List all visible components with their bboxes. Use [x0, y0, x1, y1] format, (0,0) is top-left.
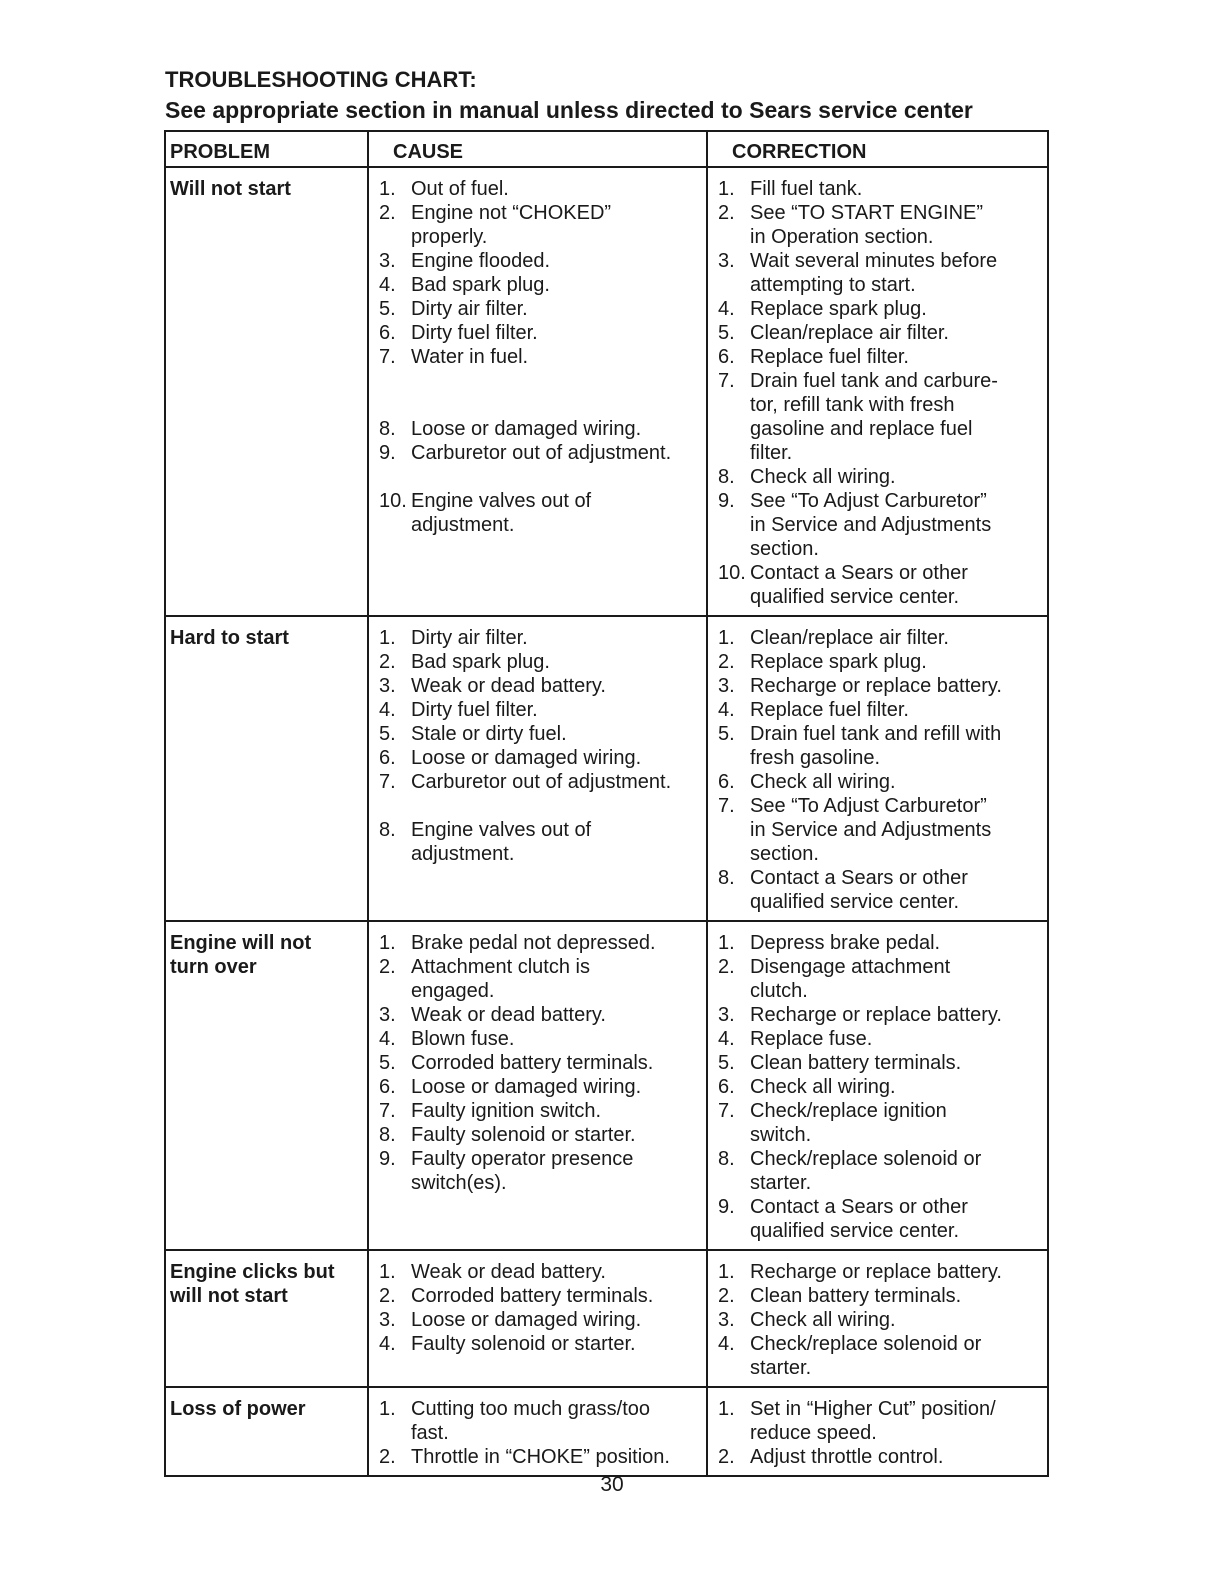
- correction-item-text: Fill fuel tank.: [750, 178, 863, 200]
- correction-cell: [708, 617, 1047, 920]
- cause-item: [379, 1308, 704, 1332]
- correction-item-text: Adjust throttle control.: [750, 1446, 944, 1468]
- correction-item-number: 6.: [718, 1076, 735, 1098]
- table-header-row: [166, 132, 1047, 166]
- correction-item-text: Contact a Sears or other qualified service center.: [750, 867, 968, 913]
- cause-item: [379, 1445, 704, 1469]
- problem-cell: [166, 617, 369, 920]
- correction-item-text: Replace spark plug.: [750, 651, 927, 673]
- header-cause: CAUSE: [369, 132, 708, 166]
- correction-item-number: 9.: [718, 490, 735, 512]
- correction-item: [718, 674, 1045, 698]
- cause-item-number: 4.: [379, 1028, 396, 1050]
- correction-item: [718, 1445, 1045, 1469]
- correction-item-text: Drain fuel tank and carbure- tor, refill tank with fresh gasoline and replace fuel filter.: [750, 370, 998, 464]
- correction-item-number: 4.: [718, 699, 735, 721]
- cause-item-number: 5.: [379, 723, 396, 745]
- cause-item: [379, 626, 704, 650]
- cause-item: [379, 770, 704, 818]
- correction-item-text: Recharge or replace battery.: [750, 1004, 1002, 1026]
- cause-cell: [369, 922, 708, 1249]
- cause-item: [379, 1123, 704, 1147]
- cause-item-text: Weak or dead battery.: [411, 1261, 606, 1283]
- cause-item-number: 10.: [379, 490, 407, 512]
- correction-item-text: Clean/replace air filter.: [750, 322, 949, 344]
- correction-item: [718, 698, 1045, 722]
- cause-item-text: Throttle in “CHOKE” position.: [411, 1446, 670, 1468]
- cause-item-text: Attachment clutch is engaged.: [411, 956, 590, 1002]
- cause-item: [379, 722, 704, 746]
- cause-item: [379, 674, 704, 698]
- cause-item-text: Carburetor out of adjustment.: [411, 442, 672, 464]
- cause-item-text: Bad spark plug.: [411, 651, 550, 673]
- correction-item-number: 7.: [718, 1100, 735, 1122]
- correction-item-number: 1.: [718, 1261, 735, 1283]
- correction-item: [718, 770, 1045, 794]
- correction-item-text: Clean battery terminals.: [750, 1285, 962, 1307]
- cause-item: [379, 321, 704, 345]
- correction-cell: [708, 168, 1047, 615]
- correction-item-text: Clean/replace air filter.: [750, 627, 949, 649]
- correction-item-number: 4.: [718, 1028, 735, 1050]
- cause-item-text: Faulty solenoid or starter.: [411, 1333, 636, 1355]
- correction-item: [718, 1003, 1045, 1027]
- cause-item-text: Engine not “CHOKED” properly.: [411, 202, 612, 248]
- correction-item-number: 3.: [718, 1309, 735, 1331]
- page-number: 30: [600, 1473, 624, 1496]
- cause-item-text: Corroded battery terminals.: [411, 1285, 654, 1307]
- cause-item-number: 1.: [379, 178, 396, 200]
- table-row: [166, 615, 1047, 920]
- correction-item-number: 5.: [718, 1052, 735, 1074]
- cause-item-number: 7.: [379, 771, 396, 793]
- correction-item-text: Replace fuel filter.: [750, 346, 909, 368]
- correction-item-text: Replace spark plug.: [750, 298, 927, 320]
- correction-item-number: 3.: [718, 1004, 735, 1026]
- correction-item: [718, 1332, 1045, 1380]
- correction-item-number: 3.: [718, 250, 735, 272]
- troubleshooting-table: [164, 130, 1049, 1477]
- cause-item: [379, 489, 704, 537]
- cause-item-number: 2.: [379, 202, 396, 224]
- cause-item-number: 4.: [379, 1333, 396, 1355]
- correction-item: [718, 345, 1045, 369]
- correction-item-number: 8.: [718, 1148, 735, 1170]
- table-body: [166, 166, 1047, 1475]
- table-row: [166, 920, 1047, 1249]
- cause-item-number: 9.: [379, 1148, 396, 1170]
- cause-item-text: Engine valves out of adjustment.: [411, 490, 592, 536]
- correction-item-number: 4.: [718, 1333, 735, 1355]
- page-subtitle: See appropriate section in manual unless directed to Sears service center: [165, 97, 973, 123]
- correction-cell: [708, 922, 1047, 1249]
- correction-item: [718, 489, 1045, 561]
- cause-item: [379, 650, 704, 674]
- problem-label: Will not start: [170, 178, 291, 200]
- correction-item: [718, 1195, 1045, 1243]
- cause-item-number: 4.: [379, 274, 396, 296]
- correction-item: [718, 1099, 1045, 1147]
- correction-item-text: Check/replace ignition switch.: [750, 1100, 947, 1146]
- cause-item-text: Faulty ignition switch.: [411, 1100, 602, 1122]
- correction-item-number: 9.: [718, 1196, 735, 1218]
- correction-item: [718, 297, 1045, 321]
- cause-item-number: 4.: [379, 699, 396, 721]
- cause-item-text: Carburetor out of adjustment.: [411, 771, 672, 793]
- cause-item-text: Faulty operator presence switch(es).: [411, 1148, 634, 1194]
- cause-item-number: 1.: [379, 627, 396, 649]
- cause-item-text: Dirty air filter.: [411, 298, 528, 320]
- correction-item-number: 1.: [718, 627, 735, 649]
- cause-item-number: 2.: [379, 1285, 396, 1307]
- correction-item-text: Check/replace solenoid or starter.: [750, 1333, 982, 1379]
- correction-item-text: Recharge or replace battery.: [750, 1261, 1002, 1283]
- cause-cell: [369, 1388, 708, 1475]
- cause-item: [379, 1099, 704, 1123]
- cause-item: [379, 1260, 704, 1284]
- correction-item-number: 2.: [718, 1446, 735, 1468]
- correction-item-number: 7.: [718, 795, 735, 817]
- correction-item-number: 6.: [718, 346, 735, 368]
- correction-item: [718, 369, 1045, 465]
- cause-item: [379, 1051, 704, 1075]
- cause-cell: [369, 1251, 708, 1386]
- cause-item-number: 3.: [379, 675, 396, 697]
- correction-item-text: Wait several minutes before attempting to start.: [750, 250, 998, 296]
- correction-item: [718, 1308, 1045, 1332]
- cause-item-text: Loose or damaged wiring.: [411, 1076, 642, 1098]
- correction-item-text: Clean battery terminals.: [750, 1052, 962, 1074]
- correction-item-number: 10.: [718, 562, 746, 584]
- correction-item-number: 6.: [718, 771, 735, 793]
- cause-item: [379, 345, 704, 417]
- cause-item-text: Brake pedal not depressed.: [411, 932, 656, 954]
- cause-item-text: Faulty solenoid or starter.: [411, 1124, 636, 1146]
- correction-item: [718, 722, 1045, 770]
- cause-item-number: 6.: [379, 747, 396, 769]
- cause-item-number: 3.: [379, 1004, 396, 1026]
- cause-item-text: Loose or damaged wiring.: [411, 747, 642, 769]
- cause-item-number: 1.: [379, 1261, 396, 1283]
- problem-label: Engine will not turn over: [170, 932, 312, 978]
- cause-item-number: 8.: [379, 1124, 396, 1146]
- header-correction: CORRECTION: [732, 141, 867, 163]
- correction-item-number: 1.: [718, 932, 735, 954]
- cause-item-number: 1.: [379, 932, 396, 954]
- correction-item-number: 8.: [718, 466, 735, 488]
- correction-item-text: Contact a Sears or other qualified service center.: [750, 1196, 968, 1242]
- correction-item-number: 7.: [718, 370, 735, 392]
- cause-item-number: 9.: [379, 442, 396, 464]
- cause-item: [379, 1332, 704, 1356]
- cause-item: [379, 1397, 704, 1445]
- cause-item-number: 8.: [379, 819, 396, 841]
- correction-item-number: 3.: [718, 675, 735, 697]
- cause-item-number: 2.: [379, 651, 396, 673]
- cause-item-number: 5.: [379, 298, 396, 320]
- correction-item-number: 5.: [718, 322, 735, 344]
- correction-item-text: Check all wiring.: [750, 771, 896, 793]
- cause-item-text: Weak or dead battery.: [411, 1004, 606, 1026]
- cause-item-text: Dirty air filter.: [411, 627, 528, 649]
- correction-item: [718, 1051, 1045, 1075]
- correction-item-text: See “To Adjust Carburetor” in Service and Adjustments section.: [750, 490, 992, 560]
- correction-item: [718, 249, 1045, 297]
- correction-item: [718, 561, 1045, 609]
- correction-item: [718, 1147, 1045, 1195]
- cause-item: [379, 931, 704, 955]
- cause-item: [379, 177, 704, 201]
- correction-item-text: Check all wiring.: [750, 1309, 896, 1331]
- cause-item-number: 7.: [379, 346, 396, 368]
- correction-item-number: 1.: [718, 178, 735, 200]
- correction-item: [718, 866, 1045, 914]
- cause-item-text: Cutting too much grass/too fast.: [411, 1398, 651, 1444]
- cause-item-text: Engine flooded.: [411, 250, 551, 272]
- cause-item: [379, 249, 704, 273]
- cause-item-text: Loose or damaged wiring.: [411, 1309, 642, 1331]
- correction-item-text: Set in “Higher Cut” position/ reduce speed.: [750, 1398, 996, 1444]
- correction-item-number: 2.: [718, 956, 735, 978]
- correction-item-text: Contact a Sears or other qualified service center.: [750, 562, 968, 608]
- cause-item-text: Water in fuel.: [411, 346, 529, 368]
- cause-item: [379, 818, 704, 866]
- cause-item: [379, 201, 704, 249]
- cause-item-text: Dirty fuel filter.: [411, 699, 538, 721]
- correction-item: [718, 201, 1045, 249]
- cause-item: [379, 1147, 704, 1195]
- correction-item-text: Check all wiring.: [750, 1076, 896, 1098]
- correction-item: [718, 955, 1045, 1003]
- correction-item: [718, 1284, 1045, 1308]
- correction-item-text: Depress brake pedal.: [750, 932, 941, 954]
- cause-item: [379, 1284, 704, 1308]
- cause-item: [379, 746, 704, 770]
- correction-cell: [708, 1388, 1047, 1475]
- cause-item: [379, 955, 704, 1003]
- correction-item-text: Disengage attachment clutch.: [750, 956, 951, 1002]
- cause-item: [379, 441, 704, 489]
- problem-label: Hard to start: [170, 627, 289, 649]
- cause-item-number: 6.: [379, 1076, 396, 1098]
- correction-item-text: Replace fuel filter.: [750, 699, 909, 721]
- correction-item-number: 2.: [718, 651, 735, 673]
- cause-item-text: Dirty fuel filter.: [411, 322, 538, 344]
- correction-item-text: Recharge or replace battery.: [750, 675, 1002, 697]
- problem-cell: [166, 1251, 369, 1386]
- cause-cell: [369, 617, 708, 920]
- cause-item: [379, 297, 704, 321]
- cause-item-number: 8.: [379, 418, 396, 440]
- cause-item-number: 7.: [379, 1100, 396, 1122]
- correction-item-text: Check/replace solenoid or starter.: [750, 1148, 982, 1194]
- correction-item: [718, 794, 1045, 866]
- cause-item-text: Loose or damaged wiring.: [411, 418, 642, 440]
- cause-item-number: 6.: [379, 322, 396, 344]
- table-row: [166, 1386, 1047, 1475]
- cause-item: [379, 417, 704, 441]
- problem-label: Loss of power: [170, 1398, 306, 1420]
- page-title: TROUBLESHOOTING CHART:: [165, 67, 477, 92]
- cause-item: [379, 1075, 704, 1099]
- correction-item: [718, 931, 1045, 955]
- correction-item: [718, 321, 1045, 345]
- cause-item-text: Out of fuel.: [411, 178, 509, 200]
- correction-item: [718, 1027, 1045, 1051]
- cause-item-number: 3.: [379, 1309, 396, 1331]
- correction-item-number: 5.: [718, 723, 735, 745]
- correction-item-text: Check all wiring.: [750, 466, 896, 488]
- cause-item-number: 5.: [379, 1052, 396, 1074]
- problem-cell: [166, 168, 369, 615]
- correction-item-number: 2.: [718, 202, 735, 224]
- problem-cell: [166, 1388, 369, 1475]
- table-row: [166, 1249, 1047, 1386]
- correction-item: [718, 465, 1045, 489]
- correction-item: [718, 650, 1045, 674]
- cause-cell: [369, 168, 708, 615]
- correction-item-number: 4.: [718, 298, 735, 320]
- correction-cell: [708, 1251, 1047, 1386]
- correction-item: [718, 1075, 1045, 1099]
- correction-item-number: 8.: [718, 867, 735, 889]
- cause-item-number: 3.: [379, 250, 396, 272]
- correction-item: [718, 1260, 1045, 1284]
- cause-item-text: Blown fuse.: [411, 1028, 515, 1050]
- correction-item-text: See “To Adjust Carburetor” in Service and Adjustments section.: [750, 795, 992, 865]
- correction-item-text: See “TO START ENGINE” in Operation section.: [750, 202, 984, 248]
- correction-item-number: 1.: [718, 1398, 735, 1420]
- correction-item: [718, 1397, 1045, 1445]
- table-row: [166, 166, 1047, 615]
- cause-item: [379, 1003, 704, 1027]
- correction-item: [718, 177, 1045, 201]
- header-problem: PROBLEM: [166, 132, 369, 166]
- problem-label: Engine clicks but will not start: [170, 1261, 335, 1307]
- correction-item-text: Drain fuel tank and refill with fresh gasoline.: [750, 723, 1002, 769]
- cause-item-number: 2.: [379, 1446, 396, 1468]
- cause-item: [379, 698, 704, 722]
- cause-item: [379, 273, 704, 297]
- cause-item: [379, 1027, 704, 1051]
- cause-item-text: Corroded battery terminals.: [411, 1052, 654, 1074]
- correction-item-text: Replace fuse.: [750, 1028, 873, 1050]
- cause-item-number: 1.: [379, 1398, 396, 1420]
- cause-item-text: Bad spark plug.: [411, 274, 550, 296]
- cause-item-number: 2.: [379, 956, 396, 978]
- cause-item-text: Engine valves out of adjustment.: [411, 819, 592, 865]
- correction-item-number: 2.: [718, 1285, 735, 1307]
- cause-item-text: Stale or dirty fuel.: [411, 723, 567, 745]
- correction-item: [718, 626, 1045, 650]
- problem-cell: [166, 922, 369, 1249]
- cause-item-text: Weak or dead battery.: [411, 675, 606, 697]
